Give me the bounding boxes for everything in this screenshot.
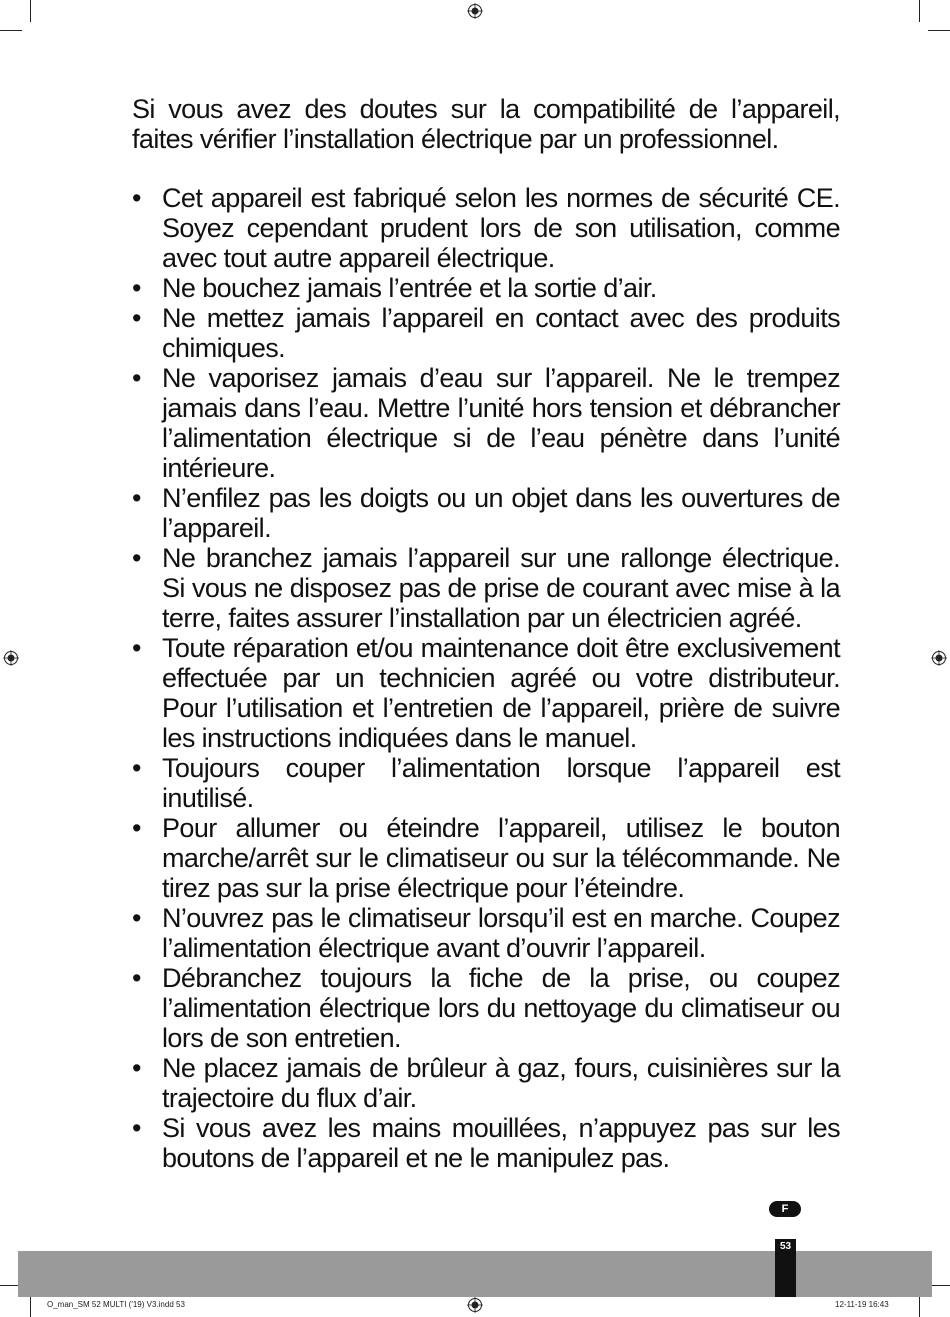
list-item: [132, 303, 840, 363]
print-slug-date: 12-11-19 16:43: [835, 1300, 889, 1309]
language-badge: F: [769, 1201, 801, 1217]
bullet-icon: •: [132, 753, 141, 783]
list-item-text: N’enfilez pas les doigts ou un objet dans les ouvertures de l’appareil.: [162, 483, 840, 543]
registration-mark-icon: [467, 1297, 483, 1313]
list-item-text: N’ouvrez pas le climatiseur lorsqu’il est en marche. Coupez l’alimentation électrique avant d’ouvrir l’appareil.: [162, 903, 840, 963]
list-item: [132, 753, 840, 813]
list-item: [132, 963, 840, 1053]
list-item-text: Toute réparation et/ou maintenance doit être exclusivement effectuée par un technicien agréé ou votre distributeur. Pour l’utilisation et l’entretien de l’appareil, prière de suivre les instructions indiquées dans le manuel.: [162, 633, 840, 753]
list-item: [132, 1053, 840, 1113]
bullet-icon: •: [132, 813, 141, 843]
crop-mark: [919, 0, 920, 22]
list-item-text: Ne placez jamais de brûleur à gaz, fours, cuisinières sur la trajectoire du flux d’air.: [162, 1053, 840, 1113]
bullet-icon: •: [132, 963, 141, 993]
list-item: [132, 813, 840, 903]
list-item-text: Ne mettez jamais l’appareil en contact avec des produits chimiques.: [162, 303, 840, 363]
list-item: [132, 183, 840, 273]
list-item-text: Pour allumer ou éteindre l’appareil, utilisez le bouton marche/arrêt sur le climatiseur ou sur la télécommande. Ne tirez pas sur la prise électrique pour l’éteindre.: [162, 813, 840, 903]
list-item-text: Toujours couper l’alimentation lorsque l’appareil est inutilisé.: [162, 753, 840, 813]
list-item-text: Ne vaporisez jamais d’eau sur l’appareil. Ne le trempez jamais dans l’eau. Mettre l’unité hors tension et débrancher l’alimentation électrique si de l’eau pénètre dans l’unité intérieure.: [162, 363, 840, 483]
intro-paragraph: Si vous avez des doutes sur la compatibilité de l’appareil, faites vérifier l’installation électrique par un professionnel.: [132, 94, 840, 154]
list-item-text: Ne branchez jamais l’appareil sur une rallonge électrique. Si vous ne disposez pas de prise de courant avec mise à la terre, faites assurer l’installation par un électricien agréé.: [162, 543, 840, 633]
registration-mark-icon: [931, 650, 947, 666]
crop-mark: [0, 30, 22, 31]
bullet-icon: •: [132, 183, 141, 213]
bullet-icon: •: [132, 1053, 141, 1083]
list-item: [132, 1113, 840, 1173]
list-item: [132, 483, 840, 543]
list-item-text: Cet appareil est fabriqué selon les normes de sécurité CE. Soyez cependant prudent lors de son utilisation, comme avec tout autre appareil électrique.: [162, 183, 840, 273]
crop-mark: [928, 30, 950, 31]
list-item: [132, 273, 840, 303]
list-item: [132, 903, 840, 963]
list-item: [132, 633, 840, 753]
list-item-text: Ne bouchez jamais l’entrée et la sortie d’air.: [162, 273, 657, 303]
page-body: [132, 94, 840, 1173]
list-item-text: Si vous avez les mains mouillées, n’appuyez pas sur les boutons de l’appareil et ne le manipulez pas.: [162, 1113, 840, 1173]
page-number: 53: [779, 1241, 792, 1252]
crop-mark: [919, 1295, 920, 1317]
bullet-icon: •: [132, 903, 141, 933]
list-item-text: Débranchez toujours la fiche de la prise, ou coupez l’alimentation électrique lors du nettoyage du climatiseur ou lors de son entretien.: [162, 963, 840, 1053]
crop-mark: [30, 1295, 31, 1317]
bullet-icon: •: [132, 303, 141, 333]
safety-list: [132, 183, 840, 1173]
bullet-icon: •: [132, 1113, 141, 1143]
bullet-icon: •: [132, 543, 141, 573]
registration-mark-icon: [3, 650, 19, 666]
bullet-icon: •: [132, 483, 141, 513]
list-item: [132, 543, 840, 633]
crop-mark: [30, 0, 31, 22]
print-slug-file: O_man_SM 52 MULTI ('19) V3.indd 53: [47, 1300, 185, 1309]
bullet-icon: •: [132, 273, 141, 303]
list-item: [132, 363, 840, 483]
bullet-icon: •: [132, 633, 141, 663]
bullet-icon: •: [132, 363, 141, 393]
registration-mark-icon: [467, 3, 483, 19]
